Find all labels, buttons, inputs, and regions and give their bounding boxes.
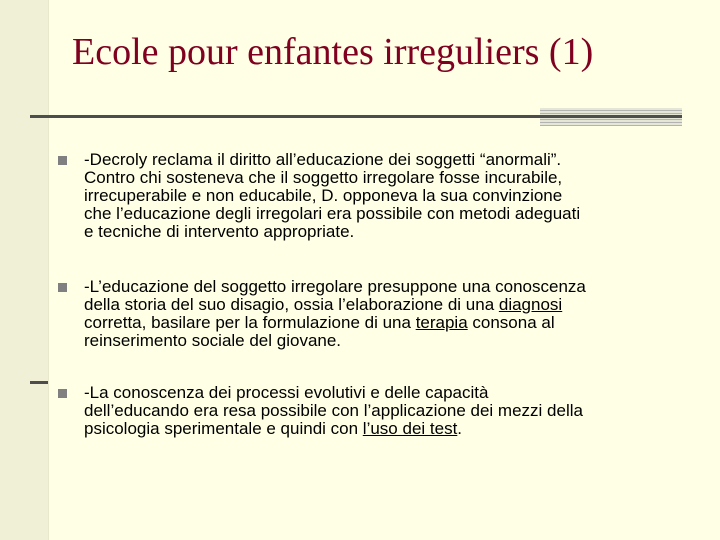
bullet-item-1 [58,151,688,241]
underlined-term-uso-dei-test: l’uso dei test [362,419,458,438]
underlined-term-terapia: terapia [415,313,468,332]
bullet-text-2 [84,278,688,350]
bullet-item-2 [58,278,688,350]
title-rule-accent [540,108,682,126]
square-bullet-icon [58,389,67,398]
bullet-item-3 [58,384,688,438]
left-band-divider [48,0,49,540]
slide-title: Ecole pour enfantes irreguliers (1) [72,31,594,73]
bullet-text-1: -Decroly reclama il diritto all’educazione dei soggetti “anormali”. Contro chi sosteneva che il soggetto irregolare fosse incurabile, irrecuperabile e non educabile, D. opponeva la sua convinzione che l’educazione degli irregolari era possibile con metodi adeguati e tecniche di intervento appropriate. [84,150,581,241]
bullet-text-3-part-b: . [457,419,463,438]
bullet-text-2-part-b: corretta, basilare per la formulazione di una [84,313,411,332]
left-decorative-band [0,0,48,540]
square-bullet-icon [58,156,67,165]
bullet-text-2-part-c: consona al reinserimento sociale del giovane. [84,313,555,350]
underlined-term-diagnosi: diagnosi [498,295,563,314]
bullet-text-3 [84,384,688,438]
left-short-rule [30,381,48,384]
square-bullet-icon [58,283,67,292]
bullet-text-3-part-a: -La conoscenza dei processi evolutivi e delle capacità dell’educando era resa possibile con l’applicazione dei mezzi della psicologia sperimentale e quindi con [84,383,583,438]
bullet-text-2-part-a: -L’educazione del soggetto irregolare presuppone una conoscenza della storia del suo disagio, ossia l’elaborazione di una [84,277,586,314]
